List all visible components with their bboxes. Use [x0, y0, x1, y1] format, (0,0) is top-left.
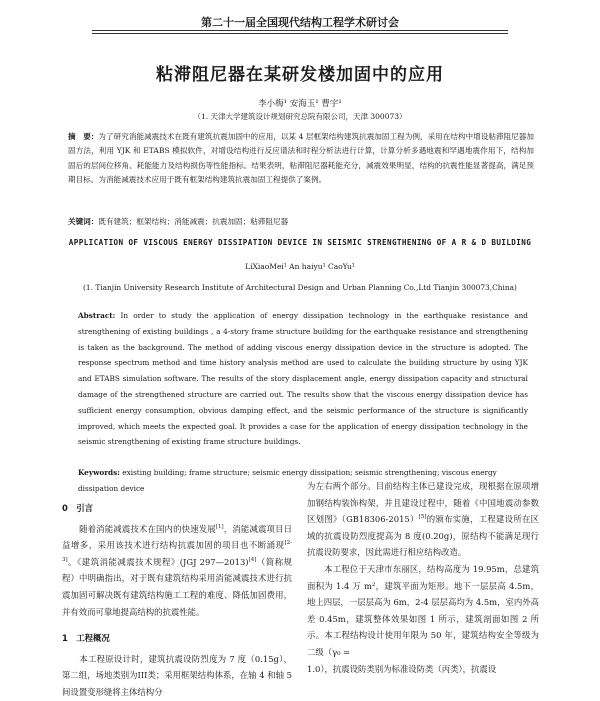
- intro-text-2: ，消能减震项目日益增多，采用该技术进行结构抗震加固的项目也不断涌现: [62, 523, 293, 551]
- abstract-cn-label: 摘 要：: [68, 132, 99, 141]
- intro-text-4: （简称规程）中明确指出，对于既有建筑结构采用消能减震技术进行抗震加固可解决既有建筑结构施工工程的难度、降低加固费用，并有效而可靠地提高结构的抗震性能。: [62, 556, 292, 617]
- abstract-en-label: Abstract:: [78, 311, 116, 320]
- authors-en: LiXiaoMei¹ An haiyu¹ CaoYu¹: [245, 262, 355, 271]
- abstract-en: [78, 308, 528, 450]
- citation: [5]: [418, 514, 427, 521]
- paper-title-cn: 粘滞阻尼器在某研发楼加固中的应用: [156, 65, 444, 85]
- header-rule-thin: [92, 33, 508, 34]
- right-paragraph-3: 1.0），抗震设防类别为标准设防类（丙类），抗震设: [307, 663, 497, 674]
- right-paragraph-1: [307, 478, 539, 561]
- header-rule: [92, 30, 508, 31]
- keywords-cn-label: 关键词：: [68, 217, 99, 226]
- body-left-column: [62, 500, 292, 701]
- affiliation-en: (1. Tianjin University Research Institute of Architectural Design and Urban Planning Co.,Ltd Tianjin 300073,China): [83, 283, 517, 292]
- keywords-en-text: existing building; frame structure; seismic energy dissipation; seismic strengthening; viscous energy dissipation device: [78, 468, 497, 493]
- keywords-cn-text: 既有建筑；框架结构；消能减震；抗震加固；粘滞阻尼器: [98, 217, 289, 226]
- running-header: 第二十一届全国现代结构工程学术研讨会: [201, 16, 399, 29]
- intro-text-3: 。《建筑消能减震技术规程》(JGJ 297—2013): [67, 556, 249, 567]
- right-text-1b: 的颁布实施，工程建设所在区域的抗震设防烈度提高为 8 度(0.20g)，原结构不能满足现行抗震设防要求，因此需进行相应结构改造。: [307, 514, 540, 558]
- body-right-column: [307, 478, 539, 677]
- abstract-en-text: In order to study the application of energy dissipation technology in the earthquake resistance and strengthening of existing buildings , a 4-story frame structure building for the earthquake resistance and strengthening is taken as the background. The method of adding viscous energy dissipation device in the structure is adopted. The response spectrum method and time history analysis method are used to calculate the building structure by using YJK and ETABS simulation software. The results of the story displacement angle, energy dissipation capacity and structural damage of the strengthened structure are carried out. The results show that the viscous energy dissipation device has sufficient energy consumption, obvious damping effect, and the seismic performance of the structure is significantly improved, which meets the expected goal. It provides a case for the application of energy dissipation technology in the seismic strengthening of existing frame structure buildings.: [78, 311, 528, 447]
- overview-text: 本工程原设计时，建筑抗震设防烈度为 7 度（0.15g），第二组，场地类别为III类；采用框架结构体系，在轴 4 和轴 5 间设置变形缝将主体结构分: [62, 653, 293, 697]
- affiliation-cn: （1. 天津大学建筑设计规划研究总院有限公司，天津 300073）: [193, 112, 407, 121]
- paper-title-en: APPLICATION OF VISCOUS ENERGY DISSIPATION DEVICE IN SEISMIC STRENGTHENING OF A R & D BUILDING: [68, 238, 532, 247]
- keywords-cn: [68, 216, 534, 227]
- section-heading-intro: 0 引言: [62, 503, 93, 513]
- intro-paragraph: [62, 521, 292, 621]
- citation: [2-3]: [62, 540, 292, 563]
- intro-text-1: 随着消能减震技术在国内的快速发展: [79, 523, 216, 534]
- keywords-en-label: Keywords:: [78, 468, 120, 477]
- right-text-1a: 为左右两个部分。目前结构主体已建设完成，现根据在原项增加钢结构装饰构架，并且建设过程中，随着《中国地震动参数区划图》（GB18306-2015）: [307, 481, 539, 525]
- abstract-cn-text: 为了研究消能减震技术在既有建筑抗震加固中的应用，以某 4 层框架结构建筑抗震加固工程为例，采用在结构中增设粘滞阻尼器加固方法，利用 YJK 和 ETABS 模拟软件，对增设结构进行反应谱法和时程分析法进行计算，计算分析多遇地震和罕遇地震作用下，结构加固后的层间位移角、耗能能力及结构损伤等性能指标。结果表明，粘滞阻尼器耗能充分，减震效果明显，结构的抗震性能显著提高，满足预期目标。为消能减震技术应用于既有框架结构建筑抗震加固工程提供了案例。: [68, 132, 534, 184]
- authors-cn: 李小梅¹ 安海玉¹ 曹宇¹: [258, 99, 342, 109]
- citation: [1]: [215, 523, 224, 530]
- section-heading-overview: 1 工程概况: [62, 633, 110, 644]
- overview-paragraph: [62, 651, 292, 701]
- right-text-2: 本工程位于天津市东丽区，结构高度为 19.95m，总建筑面积为 1.4 万 m²，建筑平面为矩形。地下一层层高 4.5m，地上四层，一层层高为 6m，2-4 层层高均为 4.5m，室内外高差 0.45m，建筑整体效果如图 1 所示，建筑剖面如图 2 所示。本工程结构设计使用年限为 50 年，建筑结构安全等级为二级（γ₀ =: [307, 563, 540, 657]
- abstract-cn: [68, 130, 534, 187]
- right-paragraph-2: [307, 561, 539, 661]
- citation: [4]: [248, 556, 257, 563]
